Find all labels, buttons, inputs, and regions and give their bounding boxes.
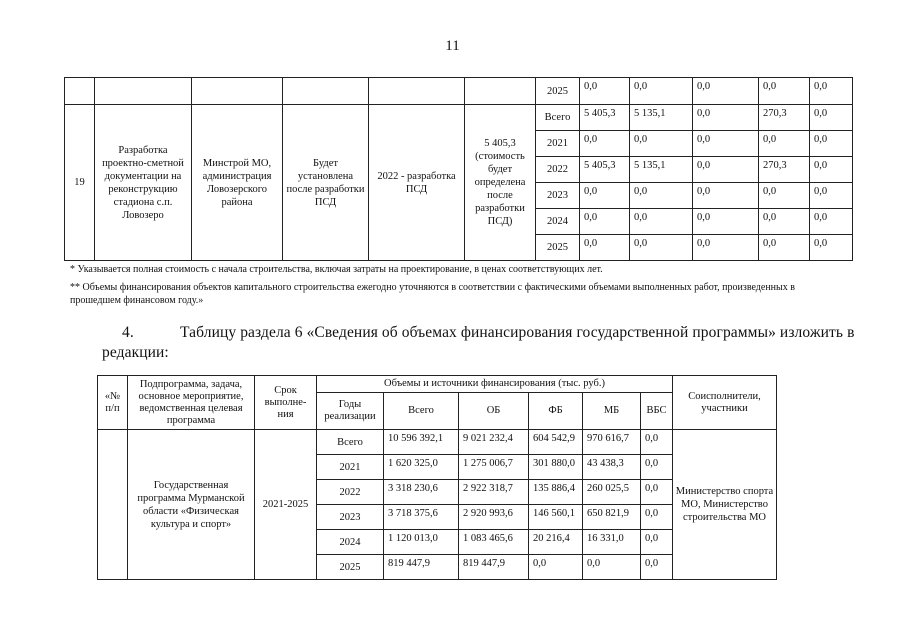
- value-cell: 0,0: [759, 78, 810, 105]
- value-cell: 0,0: [810, 235, 853, 261]
- value-cell: 1 083 465,6: [459, 530, 529, 555]
- value-cell: 0,0: [580, 78, 630, 105]
- item-capacity: Будет установлена после разработки ПСД: [283, 105, 369, 261]
- value-cell: 0,0: [693, 157, 759, 183]
- value-cell: 0,0: [810, 78, 853, 105]
- value-cell: 1 275 006,7: [459, 455, 529, 480]
- paragraph-number: 4.: [122, 324, 134, 341]
- value-cell: 0,0: [583, 555, 641, 580]
- value-cell: 3 318 230,6: [384, 480, 459, 505]
- value-cell: 0,0: [693, 209, 759, 235]
- value-cell: 9 021 232,4: [459, 430, 529, 455]
- value-cell: 0,0: [641, 455, 673, 480]
- value-cell: 0,0: [693, 105, 759, 131]
- value-cell: 135 886,4: [529, 480, 583, 505]
- value-cell: 0,0: [580, 131, 630, 157]
- table-row: [65, 78, 853, 105]
- value-cell: 0,0: [810, 157, 853, 183]
- value-cell: 16 331,0: [583, 530, 641, 555]
- value-cell: 0,0: [641, 430, 673, 455]
- table-row: [98, 430, 777, 455]
- value-cell: 650 821,9: [583, 505, 641, 530]
- value-cell: 0,0: [630, 78, 693, 105]
- page-number: 11: [445, 38, 460, 54]
- value-cell: 43 438,3: [583, 455, 641, 480]
- value-cell: 0,0: [630, 183, 693, 209]
- value-cell: 0,0: [580, 235, 630, 261]
- year-cell: 2025: [317, 555, 384, 580]
- value-cell: 2 920 993,6: [459, 505, 529, 530]
- value-cell: 2 922 318,7: [459, 480, 529, 505]
- program-term: 2021-2025: [255, 430, 317, 580]
- year-cell: 2022: [317, 480, 384, 505]
- year-cell: 2022: [536, 157, 580, 183]
- year-cell: 2025: [536, 235, 580, 261]
- year-cell: 2021: [536, 131, 580, 157]
- value-cell: 270,3: [759, 157, 810, 183]
- value-cell: 3 718 375,6: [384, 505, 459, 530]
- col-header-vbs: ВБС: [641, 393, 673, 430]
- col-header-ob: ОБ: [459, 393, 529, 430]
- value-cell: 1 120 013,0: [384, 530, 459, 555]
- value-cell: 260 025,5: [583, 480, 641, 505]
- value-cell: 0,0: [529, 555, 583, 580]
- year-cell: 2024: [317, 530, 384, 555]
- value-cell: 0,0: [641, 505, 673, 530]
- year-cell: 2025: [536, 78, 580, 105]
- value-cell: 0,0: [641, 480, 673, 505]
- col-header-funding: Объемы и источники финансирования (тыс. руб.): [317, 376, 673, 393]
- value-cell: 146 560,1: [529, 505, 583, 530]
- value-cell: 10 596 392,1: [384, 430, 459, 455]
- funding-table-continued: [64, 77, 853, 261]
- value-cell: 0,0: [759, 131, 810, 157]
- year-cell: 2024: [536, 209, 580, 235]
- value-cell: 0,0: [641, 555, 673, 580]
- value-cell: 20 216,4: [529, 530, 583, 555]
- footnote-1: * Указывается полная стоимость с начала строительства, включая затраты на проектирование, в ценах соответствующих лет.: [70, 264, 603, 275]
- item-number: 19: [65, 105, 95, 261]
- value-cell: 0,0: [693, 183, 759, 209]
- paragraph-text: Таблицу раздела 6 «Сведения об объемах финансирования государственной программы» изложить в редакции:: [102, 324, 855, 361]
- value-cell: 0,0: [580, 209, 630, 235]
- value-cell: 0,0: [759, 183, 810, 209]
- program-name: Государственная программа Мурманской области «Физическая культура и спорт»: [128, 430, 255, 580]
- value-cell: 0,0: [693, 78, 759, 105]
- value-cell: 0,0: [630, 131, 693, 157]
- value-cell: 5 405,3: [580, 105, 630, 131]
- header-row: [98, 376, 777, 393]
- program-funding-table: [97, 375, 777, 580]
- value-cell: 0,0: [810, 183, 853, 209]
- value-cell: 604 542,9: [529, 430, 583, 455]
- value-cell: 0,0: [759, 235, 810, 261]
- col-header-num: «№ п/п: [98, 376, 128, 430]
- col-header-mb: МБ: [583, 393, 641, 430]
- col-header-fb: ФБ: [529, 393, 583, 430]
- item-name: Разработка проектно-сметной документации на реконструкцию стадиона с.п. Ловозеро: [95, 105, 192, 261]
- item-executor: Минстрой МО, администрация Ловозерского района: [192, 105, 283, 261]
- value-cell: 270,3: [759, 105, 810, 131]
- footnote-2: ** Объемы финансирования объектов капитального строительства ежегодно уточняются в соответствии с фактическими объемами выполненных работ, произведенных в прошедшем финансовом году.»: [70, 282, 795, 306]
- value-cell: 5 405,3: [580, 157, 630, 183]
- year-cell: Всего: [536, 105, 580, 131]
- table-row: [65, 105, 853, 131]
- year-cell: 2023: [536, 183, 580, 209]
- col-header-years: Годы реализации: [317, 393, 384, 430]
- program-partners: Министерство спорта МО, Министерство строительства МО: [673, 430, 777, 580]
- value-cell: 0,0: [630, 209, 693, 235]
- value-cell: 1 620 325,0: [384, 455, 459, 480]
- item-period: 2022 - разработка ПСД: [369, 105, 465, 261]
- year-cell: Всего: [317, 430, 384, 455]
- value-cell: 0,0: [580, 183, 630, 209]
- value-cell: 5 135,1: [630, 157, 693, 183]
- value-cell: 0,0: [810, 209, 853, 235]
- value-cell: 0,0: [693, 131, 759, 157]
- col-header-total: Всего: [384, 393, 459, 430]
- paragraph-4: [102, 323, 864, 363]
- value-cell: 5 135,1: [630, 105, 693, 131]
- value-cell: 301 880,0: [529, 455, 583, 480]
- value-cell: 0,0: [810, 131, 853, 157]
- value-cell: 819 447,9: [384, 555, 459, 580]
- year-cell: 2023: [317, 505, 384, 530]
- value-cell: 0,0: [641, 530, 673, 555]
- value-cell: 970 616,7: [583, 430, 641, 455]
- value-cell: 0,0: [630, 235, 693, 261]
- value-cell: 819 447,9: [459, 555, 529, 580]
- value-cell: 0,0: [759, 209, 810, 235]
- col-header-partners: Соисполнители, участники: [673, 376, 777, 430]
- value-cell: 0,0: [693, 235, 759, 261]
- col-header-program: Подпрограмма, задача, основное мероприятие, ведомственная целевая программа: [128, 376, 255, 430]
- value-cell: 0,0: [810, 105, 853, 131]
- item-cost: 5 405,3 (стоимость будет определена после разработки ПСД): [465, 105, 536, 261]
- year-cell: 2021: [317, 455, 384, 480]
- col-header-term: Срок выполне-ния: [255, 376, 317, 430]
